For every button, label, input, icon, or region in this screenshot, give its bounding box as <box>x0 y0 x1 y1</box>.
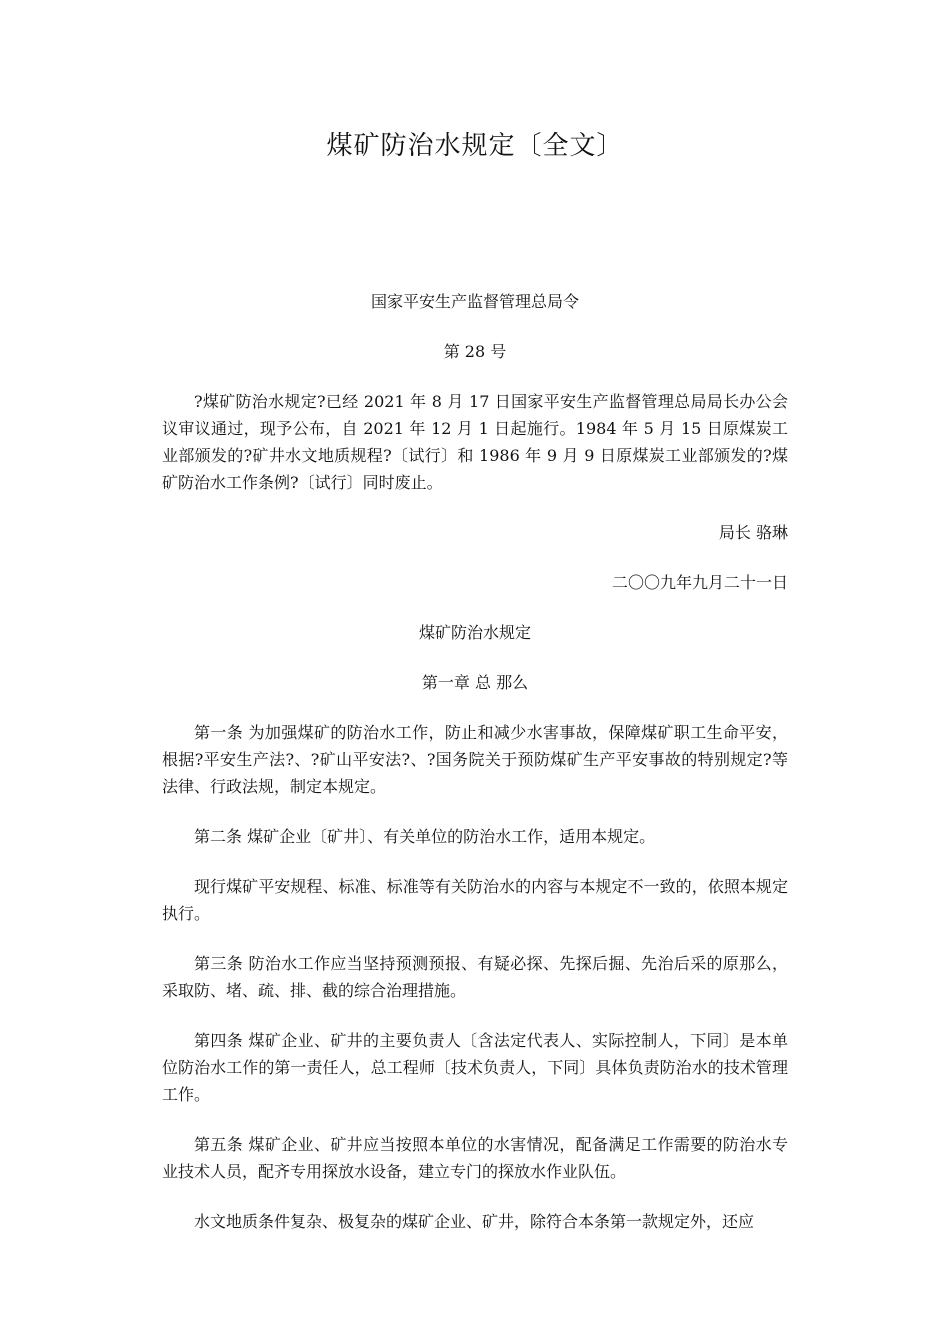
article-paragraph: 第四条 煤矿企业、矿井的主要负责人〔含法定代表人、实际控制人，下同〕是本单位防治水工作的第一责任人，总工程师〔技术负责人，下同〕具体负责防治水的技术管理工作。 <box>162 1031 788 1104</box>
announcement-paragraph: ?煤矿防治水规定?已经 2021 年 8 月 17 日国家平安生产监督管理总局局长办公会议审议通过，现予公布，自 2021 年 12 月 1 日起施行。1984 年 5 月 15 日原煤炭工业部颁发的?矿井水文地质规程?〔试行〕和 1986 年 9 月 9 日原煤炭工业部颁发的?煤矿防治水工作条例?〔试行〕同时废止。 <box>162 392 788 492</box>
article-paragraph: 第三条 防治水工作应当坚持预测预报、有疑必探、先探后掘、先治后采的原那么，采取防、堵、疏、排、截的综合治理措施。 <box>162 954 788 1000</box>
article-paragraph: 第一条 为加强煤矿的防治水工作，防止和减少水害事故，保障煤矿职工生命平安，根据?平安生产法?、?矿山平安法?、?国务院关于预防煤矿生产平安事故的特别规定?等法律、行政法规，制定本规定。 <box>162 723 788 796</box>
article-paragraph: 现行煤矿平安规程、标准、标准等有关防治水的内容与本规定不一致的，依照本规定执行。 <box>162 877 788 923</box>
article-paragraph: 水文地质条件复杂、极复杂的煤矿企业、矿井，除符合本条第一款规定外，还应 <box>194 1212 755 1231</box>
article-paragraph: 第五条 煤矿企业、矿井应当按照本单位的水害情况，配备满足工作需要的防治水专业技术人员，配齐专用探放水设备，建立专门的探放水作业队伍。 <box>162 1135 788 1181</box>
article-paragraph: 第二条 煤矿企业〔矿井〕、有关单位的防治水工作，适用本规定。 <box>194 827 656 846</box>
signatory-line: 局长 骆琳 <box>718 523 788 542</box>
issuer-line: 国家平安生产监督管理总局令 <box>370 292 579 311</box>
chapter-heading: 第一章 总 那么 <box>421 673 529 692</box>
regulation-subtitle: 煤矿防治水规定 <box>418 623 531 642</box>
order-number: 第 28 号 <box>443 342 507 361</box>
document-body <box>162 288 788 1258</box>
document-title: 煤矿防治水规定〔全文〕 <box>326 131 624 161</box>
date-line: 二〇〇九年九月二十一日 <box>611 573 788 592</box>
